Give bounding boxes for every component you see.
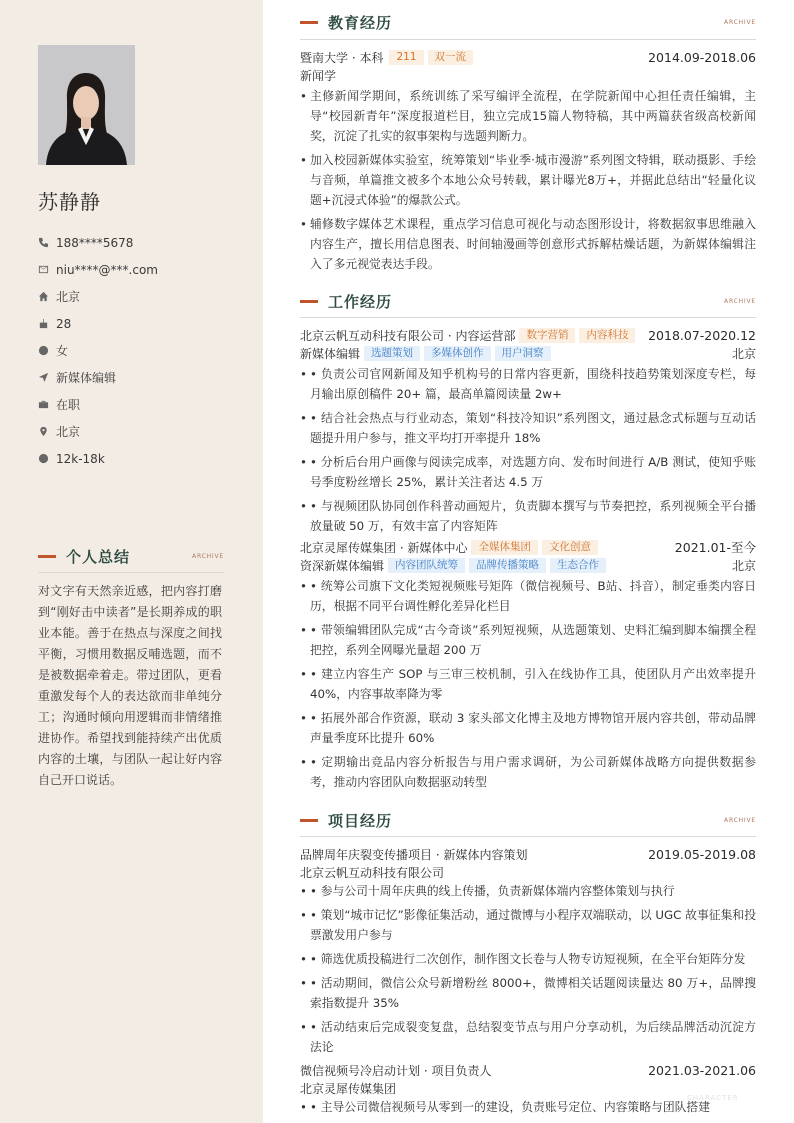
job-city: 北京	[731, 346, 756, 361]
company-tag: 文化创意	[542, 540, 598, 555]
role-tag: 多媒体创作	[424, 346, 491, 361]
list-item: • • 定期输出竞品内容分析报告与用户需求调研，为公司新媒体战略方向提供数据参考，推动内容团队向数据驱动转型	[300, 752, 756, 792]
school-tag: 双一流	[428, 50, 474, 65]
work-divider	[300, 317, 756, 318]
education-archive-tag: ARCHIVE	[724, 19, 756, 26]
summary-section-header	[38, 546, 224, 567]
project-date: 2019.05-2019.08	[648, 846, 756, 862]
project-entry	[300, 1061, 756, 1121]
list-item: • • 活动期间，微信公众号新增粉丝 8000+，微博相关话题阅读量达 80 万+，品牌搜索指数提升 35%	[300, 973, 756, 1013]
summary-text: 对文字有天然亲近感，把内容打磨到“刚好击中读者”是长期养成的职业本能。善于在热点与深度之间找平衡，习惯用数据反哺选题，而不是被数据牵着走。带过团队，更看重激发每个人的表达欲而非单纯分工；沟通时倾向用逻辑而非情绪推进协作。希望找到能持续产出优质内容的土壤，与团队一起让好内容自己开口说话。	[38, 584, 222, 787]
list-item: • • 活动结束后完成裂变复盘，总结裂变节点与用户分享动机，为后续品牌活动沉淀方法论	[300, 1017, 756, 1057]
gender-icon	[38, 345, 56, 356]
job-bullets	[300, 364, 756, 536]
job-role: 资深新媒体编辑	[300, 558, 385, 573]
projects-divider	[300, 836, 756, 837]
role-tag: 品牌传播策略	[469, 558, 546, 573]
briefcase-icon	[38, 399, 56, 410]
education-entry	[300, 48, 756, 278]
education-section-header	[300, 12, 756, 33]
hometown: 北京	[56, 290, 81, 304]
work-title: 工作经历	[328, 293, 393, 311]
projects-section-header	[300, 810, 756, 831]
role-tag: 用户洞察	[495, 346, 551, 361]
project-bullets	[300, 881, 756, 1057]
candidate-name: 苏静静	[38, 190, 101, 214]
summary-title: 个人总结	[66, 548, 131, 566]
list-item: • • 负责公司官网新闻及知乎机构号的日常内容更新，围绕科技趋势策划深度专栏，每月输出原创稿件 20+ 篇，最高单篇阅读量 2w+	[300, 364, 756, 404]
project-org: 北京云帆互动科技有限公司	[300, 865, 445, 880]
role-tag: 内容团队统筹	[388, 558, 465, 573]
info-status	[38, 391, 158, 418]
job-bullets	[300, 576, 756, 792]
desired-location: 北京	[56, 425, 81, 439]
summary-divider	[38, 572, 224, 573]
company-name: 北京云帆互动科技有限公司 · 内容运营部	[300, 328, 516, 343]
education-divider	[300, 39, 756, 40]
list-item: • • 统筹公司旗下文化类短视频账号矩阵（微信视频号、B站、抖音），制定垂类内容日历，根据不同平台调性孵化差异化栏目	[300, 576, 756, 616]
company-tag: 内容科技	[579, 328, 635, 343]
summary-archive-tag: ARCHIVE	[192, 553, 224, 560]
email-address: niu****@***.com	[56, 262, 158, 277]
phone-icon	[38, 237, 56, 248]
gender: 女	[56, 344, 69, 358]
salary-icon	[38, 453, 56, 464]
contact-info-list	[38, 229, 158, 472]
list-item: • • 建立内容生产 SOP 与三审三校机制，引入在线协作工具，使团队月产出效率提升 40%，内容事故率降为零	[300, 664, 756, 704]
list-item: • • 主导公司微信视频号从零到一的建设，负责账号定位、内容策略与团队搭建	[300, 1097, 756, 1117]
work-archive-tag: ARCHIVE	[724, 298, 756, 305]
info-target-position	[38, 364, 158, 391]
target-position: 新媒体编辑	[56, 371, 117, 385]
education-bullets	[300, 86, 756, 274]
list-item: • • 筛选优质投稿进行二次创作，制作图文长卷与人物专访短视频，在全平台矩阵分发	[300, 949, 756, 969]
list-item: • • 拓展外部合作资源，联动 3 家头部文化博主及地方博物馆开展内容共创，带动品牌声量季度环比提升 60%	[300, 708, 756, 748]
send-icon	[38, 372, 56, 383]
project-entry	[300, 845, 756, 1061]
section-accent-bar	[300, 819, 318, 822]
watermark: CHARACTER	[687, 1094, 739, 1102]
home-icon	[38, 291, 56, 302]
major: 新闻学	[300, 68, 337, 83]
age: 28	[56, 316, 72, 331]
list-item: • • 结合社会热点与行业动态，策划“科技冷知识”系列图文，通过悬念式标题与互动话题提升用户参与，推文平均打开率提升 18%	[300, 408, 756, 448]
job-date: 2018.07-2020.12	[648, 327, 756, 343]
email-icon	[38, 264, 56, 275]
list-item: • 主修新闻学期间，系统训练了采写编评全流程，在学院新闻中心担任责任编辑，主导“校园新青年”深度报道栏目，独立完成15篇人物特稿，其中两篇获省级高校新闻奖，沉淀了扎实的叙事架构与选题判断力。	[300, 86, 756, 146]
expected-salary: 12k-18k	[56, 451, 105, 466]
job-city: 北京	[731, 558, 756, 573]
project-name: 品牌周年庆裂变传播项目 · 新媒体内容策划	[300, 847, 528, 862]
location-pin-icon	[38, 426, 56, 437]
profile-photo	[38, 45, 135, 165]
company-name: 北京灵犀传媒集团 · 新媒体中心	[300, 540, 468, 555]
section-accent-bar	[38, 555, 56, 558]
company-tag: 全媒体集团	[471, 540, 538, 555]
list-item: • • 分析后台用户画像与阅读完成率，对选题方向、发布时间进行 A/B 测试，使知乎账号季度粉丝增长 25%，累计关注者达 4.5 万	[300, 452, 756, 492]
info-email	[38, 256, 158, 283]
info-gender	[38, 337, 158, 364]
job-entry	[300, 326, 756, 540]
cake-icon	[38, 318, 56, 329]
project-name: 微信视频号冷启动计划 · 项目负责人	[300, 1063, 492, 1078]
project-org: 北京灵犀传媒集团	[300, 1081, 397, 1096]
info-salary	[38, 445, 158, 472]
project-date: 2021.03-2021.06	[648, 1062, 756, 1078]
job-role: 新媒体编辑	[300, 346, 361, 361]
list-item: • • 策划“城市记忆”影像征集活动，通过微博与小程序双端联动，以 UGC 故事征集和投票激发用户参与	[300, 905, 756, 945]
list-item: • • 与视频团队协同创作科普动画短片，负责脚本撰写与节奏把控，系列视频全平台播放量破 50 万，有效丰富了内容矩阵	[300, 496, 756, 536]
job-entry	[300, 538, 756, 796]
work-section-header	[300, 291, 756, 312]
info-location	[38, 418, 158, 445]
section-accent-bar	[300, 21, 318, 24]
employment-status: 在职	[56, 398, 81, 412]
school-name: 暨南大学 · 本科	[300, 50, 384, 65]
role-tag: 生态合作	[550, 558, 606, 573]
sidebar	[0, 0, 263, 1123]
info-hometown	[38, 283, 158, 310]
projects-title: 项目经历	[328, 812, 393, 830]
list-item: • 辅修数字媒体艺术课程，重点学习信息可视化与动态图形设计，将数据叙事思维融入内容生产，擅长用信息图表、时间轴漫画等创意形式拆解枯燥话题，为新媒体编辑注入了多元视觉表达手段。	[300, 214, 756, 274]
list-item: • 加入校园新媒体实验室，统筹策划“毕业季·城市漫游”系列图文特辑，联动摄影、手绘与音频，单篇推文被多个本地公众号转载，累计曝光8万+，并据此总结出“轻量化议题+沉浸式体验”的爆款公式。	[300, 150, 756, 210]
phone-number: 188****5678	[56, 235, 134, 250]
list-item: • • 带领编辑团队完成“古今奇谈”系列短视频，从选题策划、史料汇编到脚本编撰全程把控，系列全网曝光量超 200 万	[300, 620, 756, 660]
info-age	[38, 310, 158, 337]
section-accent-bar	[300, 300, 318, 303]
company-tag: 数字营销	[519, 328, 575, 343]
info-phone	[38, 229, 158, 256]
list-item: • • 参与公司十周年庆典的线上传播，负责新媒体端内容整体策划与执行	[300, 881, 756, 901]
school-tag: 211	[389, 50, 423, 65]
education-date: 2014.09-2018.06	[648, 49, 756, 65]
projects-archive-tag: ARCHIVE	[724, 817, 756, 824]
role-tag: 选题策划	[364, 346, 420, 361]
education-title: 教育经历	[328, 14, 393, 32]
job-date: 2021.01-至今	[674, 540, 756, 555]
